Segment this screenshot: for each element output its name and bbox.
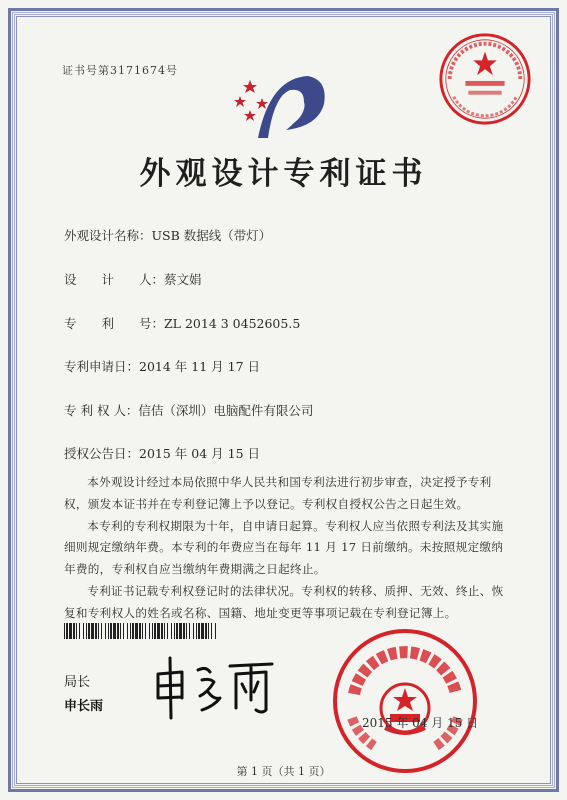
- certificate-number: 证书号第3171674号: [62, 64, 178, 77]
- sipo-logo-icon: [228, 68, 330, 146]
- application-date-field: 专利申请日：2014 年 11 月 17 日: [64, 359, 260, 374]
- director-signature-icon: [150, 652, 280, 724]
- designer-field: 设 计 人：蔡文娟: [64, 272, 202, 287]
- agency-seal-icon: [436, 30, 534, 128]
- director-title: 局长: [64, 675, 91, 690]
- body-paragraph-3: 专利证书记载专利权登记时的法律状况。专利权的转移、质押、无效、终止、恢复和专利权人的姓名或名称、国籍、地址变更等事项记载在专利登记簿上。: [64, 583, 504, 620]
- body-paragraph-1: 本外观设计经过本局依照中华人民共和国专利法进行初步审查，决定授予专利权，颁发本证书并在专利登记簿上予以登记。专利权自授权公告之日起生效。: [64, 475, 492, 511]
- certificate-body: [64, 472, 510, 625]
- grant-date-field: 授权公告日：2015 年 04 月 15 日: [64, 446, 260, 461]
- patentee-field: 专 利 权 人：信佶（深圳）电脑配件有限公司: [64, 403, 314, 418]
- page-footer: 第 1 页（共 1 页）: [236, 765, 331, 778]
- official-seal-icon: [330, 626, 480, 776]
- director-name: 申长雨: [64, 699, 104, 714]
- barcode-icon: [64, 623, 216, 639]
- patent-number-field: 专 利 号：ZL 2014 3 0452605.5: [64, 316, 301, 331]
- page-title: 外观设计专利证书: [139, 156, 428, 192]
- body-paragraph-2: 本专利的专利权期限为十年，自申请日起算。专利权人应当依照专利法及其实施细则规定缴纳年费。本专利的年费应当在每年 11 月 17 日前缴纳。未按照规定缴纳年费的，专利权自应当缴纳年费期满之日起终止。: [64, 518, 504, 577]
- design-name-field: 外观设计名称：USB 数据线（带灯）: [64, 228, 272, 243]
- seal-date: 2015 年 04 月 15 日: [362, 716, 479, 730]
